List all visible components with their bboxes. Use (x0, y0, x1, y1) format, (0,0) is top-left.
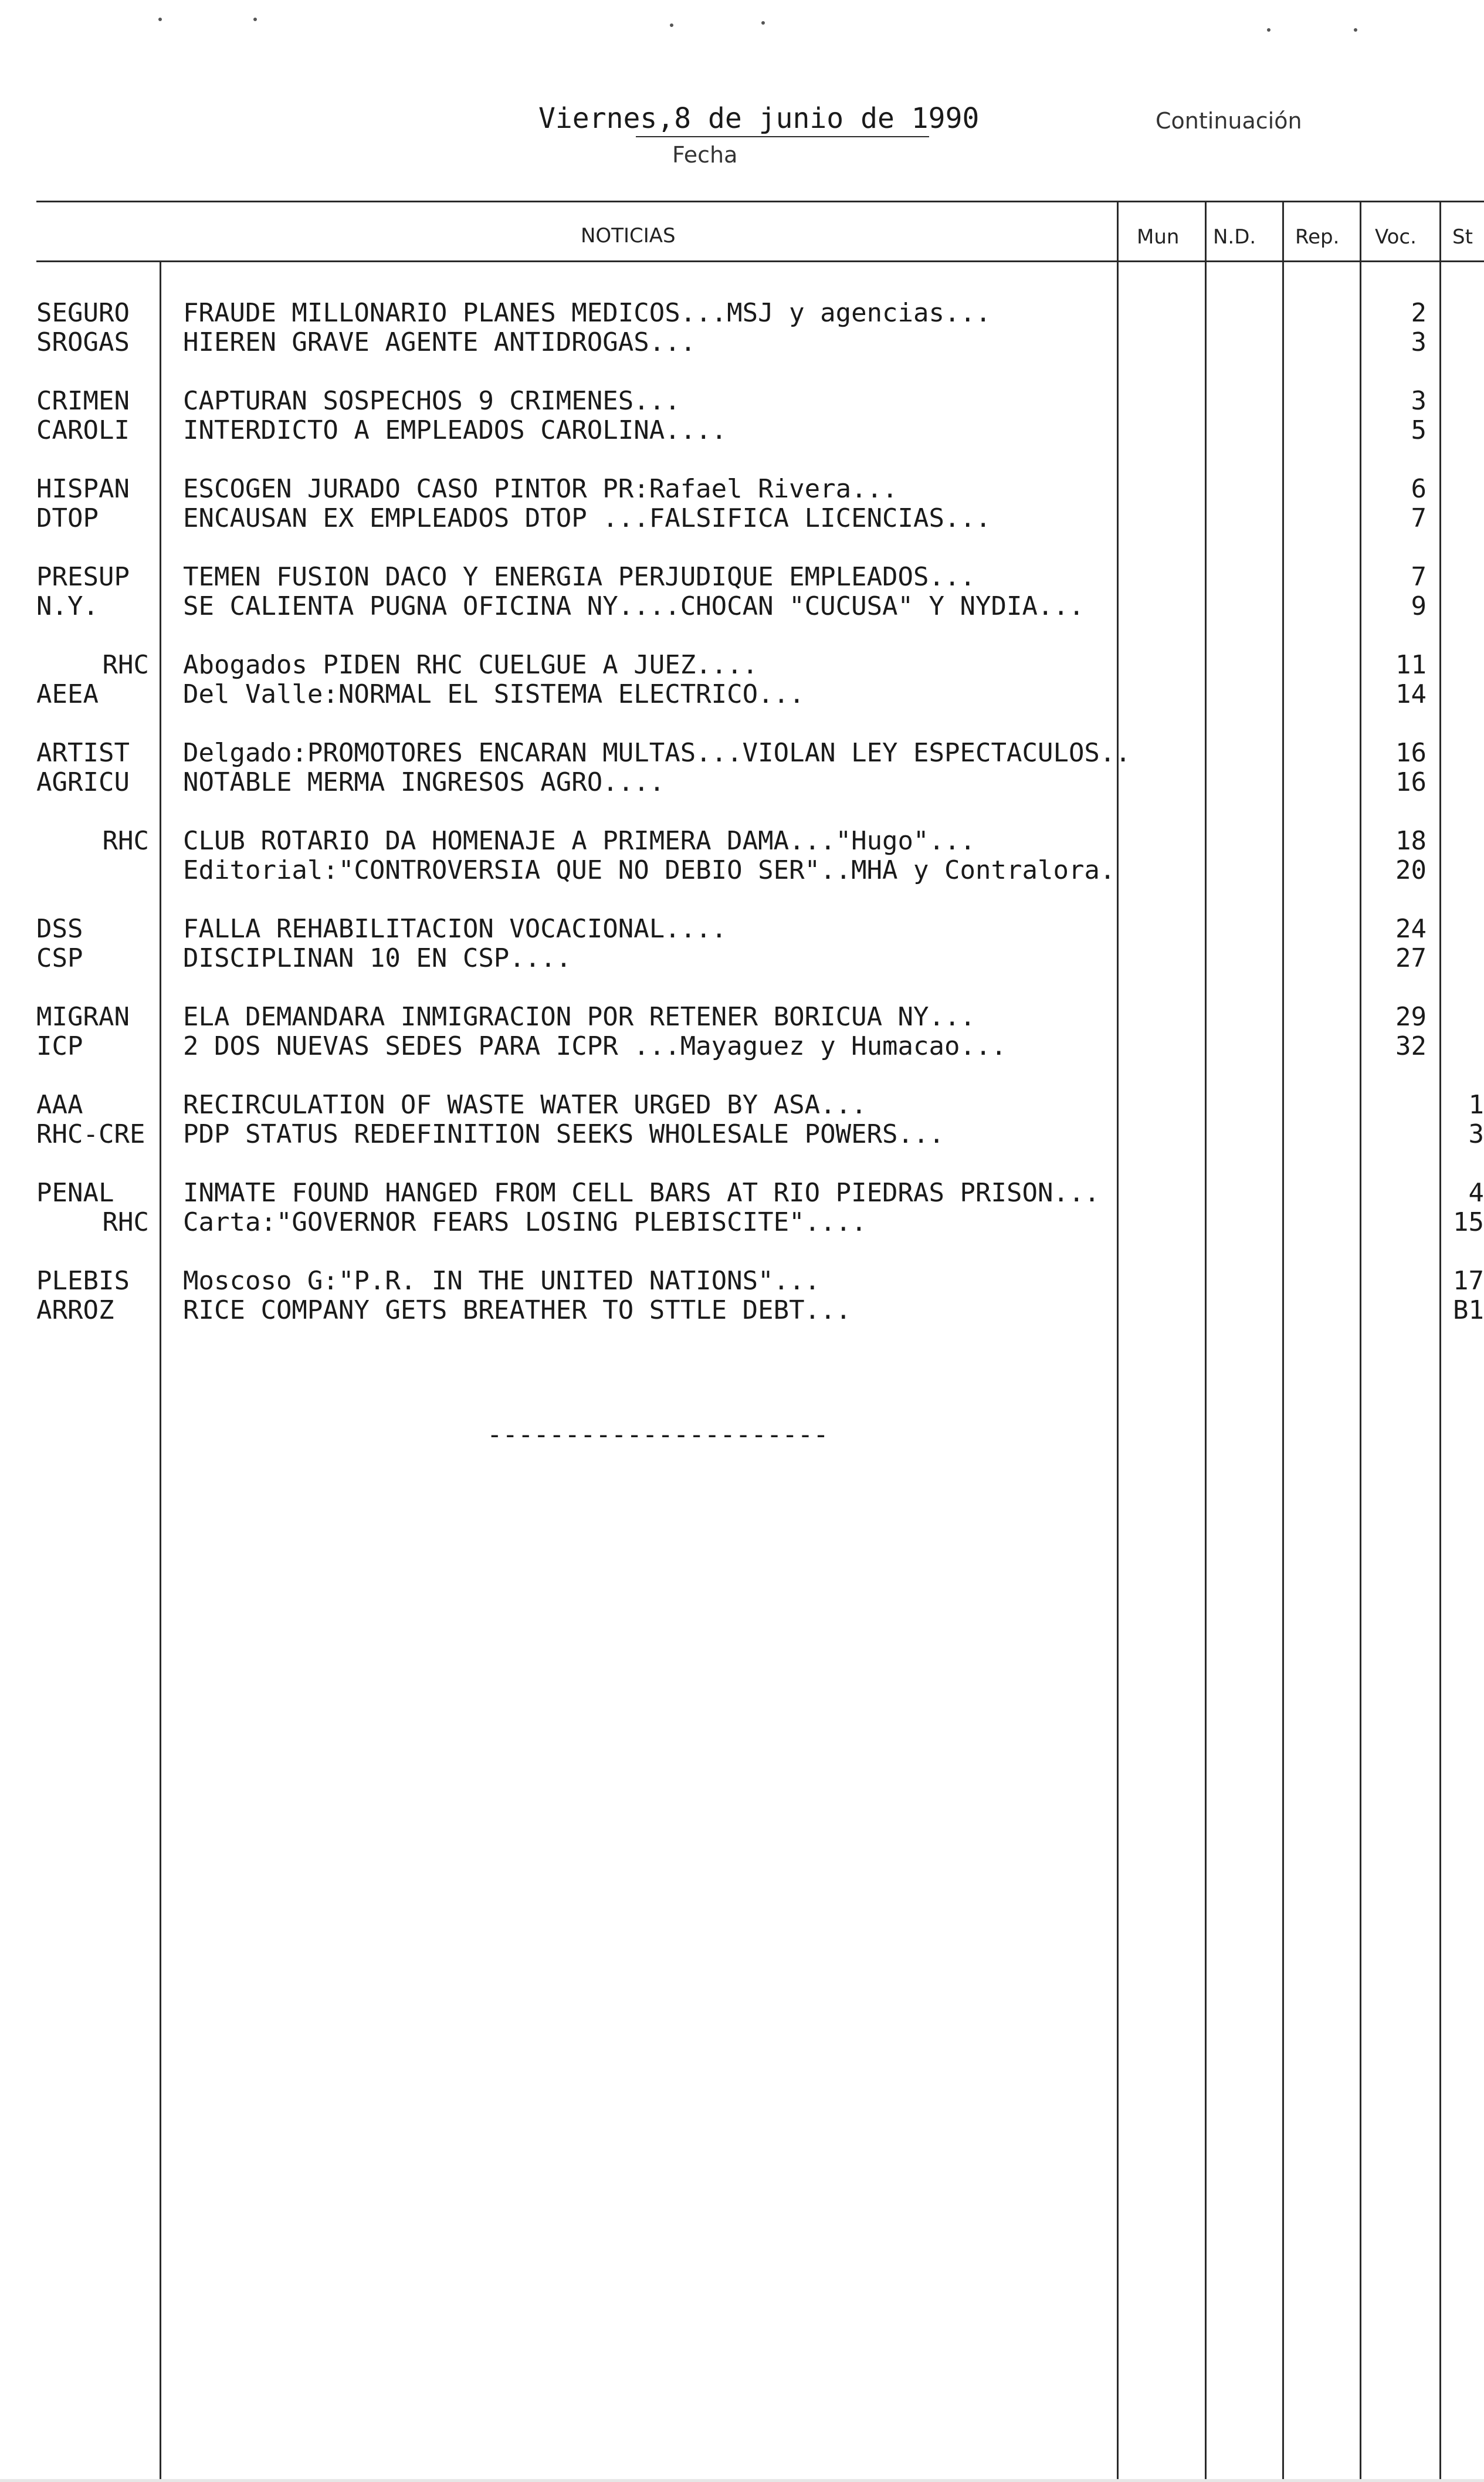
end-divider: ---------------------- (487, 1420, 829, 1450)
row-headline: DISCIPLINAN 10 EN CSP.... (183, 943, 572, 973)
table-header-rule (36, 260, 1484, 262)
row-code: RHC-CRE (36, 1119, 145, 1149)
nd-column-divider (1205, 201, 1207, 2482)
row-code: DTOP (36, 503, 99, 533)
row-voc: 3 (1411, 327, 1427, 357)
scan-speck (158, 18, 162, 21)
col-header-voc: Voc. (1375, 225, 1417, 249)
row-st: B1 (1453, 1295, 1484, 1325)
row-st: 3 (1468, 1119, 1484, 1149)
row-voc: 16 (1395, 738, 1427, 768)
row-voc: 6 (1411, 474, 1427, 504)
row-headline: RECIRCULATION OF WASTE WATER URGED BY ASA... (183, 1090, 867, 1120)
row-headline: Delgado:PROMOTORES ENCARAN MULTAS...VIOLAN LEY ESPECTACULOS.. (183, 738, 1131, 768)
scan-speck (253, 18, 257, 21)
row-code: PRESUP (36, 562, 130, 592)
row-headline: Moscoso G:"P.R. IN THE UNITED NATIONS"... (183, 1266, 821, 1296)
row-code: RHC (102, 1207, 149, 1237)
row-code: ARTIST (36, 738, 130, 768)
row-voc: 29 (1395, 1002, 1427, 1032)
row-headline: ESCOGEN JURADO CASO PINTOR PR:Rafael Rivera... (183, 474, 898, 504)
row-voc: 3 (1411, 386, 1427, 416)
row-headline: FRAUDE MILLONARIO PLANES MEDICOS...MSJ y agencias... (183, 298, 991, 328)
row-headline: FALLA REHABILITACION VOCACIONAL.... (183, 914, 727, 944)
continuation-label: Continuación (1156, 108, 1302, 134)
row-code: RHC (102, 650, 149, 680)
row-headline: RICE COMPANY GETS BREATHER TO STTLE DEBT... (183, 1295, 852, 1325)
scan-speck (670, 23, 673, 27)
row-code: RHC (102, 826, 149, 856)
row-headline: ELA DEMANDARA INMIGRACION POR RETENER BORICUA NY... (183, 1002, 976, 1032)
row-headline: Editorial:"CONTROVERSIA QUE NO DEBIO SER"..MHA y Contralora. (183, 855, 1116, 885)
col-header-nd: N.D. (1213, 225, 1256, 249)
row-code: SEGURO (36, 298, 130, 328)
row-code: PLEBIS (36, 1266, 130, 1296)
st-column-divider (1439, 201, 1441, 2482)
row-headline: Abogados PIDEN RHC CUELGUE A JUEZ.... (183, 650, 758, 680)
date-caption: Fecha (672, 142, 738, 168)
row-headline: 2 DOS NUEVAS SEDES PARA ICPR ...Mayaguez y Humacao... (183, 1031, 1007, 1061)
row-voc: 14 (1395, 679, 1427, 709)
row-headline: SE CALIENTA PUGNA OFICINA NY....CHOCAN "CUCUSA" Y NYDIA... (183, 591, 1085, 621)
mun-column-divider (1117, 201, 1119, 2482)
date-underline (636, 136, 929, 137)
date-line: Viernes,8 de junio de 1990 (538, 102, 980, 135)
row-voc: 32 (1395, 1031, 1427, 1061)
page-bottom-edge (0, 2479, 1484, 2482)
row-code: ICP (36, 1031, 83, 1061)
row-headline: TEMEN FUSION DACO Y ENERGIA PERJUDIQUE EMPLEADOS... (183, 562, 976, 592)
scan-speck (1354, 28, 1357, 32)
scan-speck (761, 21, 765, 25)
row-headline: NOTABLE MERMA INGRESOS AGRO.... (183, 767, 665, 797)
row-voc: 5 (1411, 415, 1427, 445)
row-headline: INMATE FOUND HANGED FROM CELL BARS AT RIO PIEDRAS PRISON... (183, 1178, 1100, 1208)
row-headline: Del Valle:NORMAL EL SISTEMA ELECTRICO... (183, 679, 805, 709)
row-code: CSP (36, 943, 83, 973)
row-headline: INTERDICTO A EMPLEADOS CAROLINA.... (183, 415, 727, 445)
row-headline: CAPTURAN SOSPECHOS 9 CRIMENES... (183, 386, 680, 416)
rep-column-divider (1282, 201, 1284, 2482)
row-voc: 7 (1411, 562, 1427, 592)
row-voc: 24 (1395, 914, 1427, 944)
row-code: CRIMEN (36, 386, 130, 416)
scan-speck (1267, 28, 1270, 32)
row-code: PENAL (36, 1178, 114, 1208)
voc-column-divider (1360, 201, 1361, 2482)
row-st: 15 (1453, 1207, 1484, 1237)
row-headline: PDP STATUS REDEFINITION SEEKS WHOLESALE POWERS... (183, 1119, 945, 1149)
row-headline: CLUB ROTARIO DA HOMENAJE A PRIMERA DAMA..."Hugo"... (183, 826, 976, 856)
row-voc: 18 (1395, 826, 1427, 856)
row-headline: Carta:"GOVERNOR FEARS LOSING PLEBISCITE".... (183, 1207, 867, 1237)
code-column-divider (160, 260, 161, 2482)
row-code: CAROLI (36, 415, 130, 445)
row-st: 17 (1453, 1266, 1484, 1296)
row-st: 4 (1468, 1178, 1484, 1208)
row-voc: 11 (1395, 650, 1427, 680)
col-header-rep: Rep. (1295, 225, 1340, 249)
col-header-mun: Mun (1137, 225, 1180, 249)
row-code: HISPAN (36, 474, 130, 504)
row-headline: ENCAUSAN EX EMPLEADOS DTOP ...FALSIFICA LICENCIAS... (183, 503, 991, 533)
row-headline: HIEREN GRAVE AGENTE ANTIDROGAS... (183, 327, 696, 357)
row-code: SROGAS (36, 327, 130, 357)
row-code: MIGRAN (36, 1002, 130, 1032)
row-code: AGRICU (36, 767, 130, 797)
row-code: ARROZ (36, 1295, 114, 1325)
row-voc: 20 (1395, 855, 1427, 885)
row-code: DSS (36, 914, 83, 944)
col-header-noticias: NOTICIAS (581, 224, 676, 248)
row-code: AAA (36, 1090, 83, 1120)
col-header-st: St (1452, 225, 1473, 249)
row-code: N.Y. (36, 591, 99, 621)
row-code: AEEA (36, 679, 99, 709)
row-voc: 9 (1411, 591, 1427, 621)
table-top-rule (36, 201, 1484, 202)
row-voc: 7 (1411, 503, 1427, 533)
row-voc: 27 (1395, 943, 1427, 973)
row-voc: 2 (1411, 298, 1427, 328)
row-voc: 16 (1395, 767, 1427, 797)
row-st: 1 (1468, 1090, 1484, 1120)
